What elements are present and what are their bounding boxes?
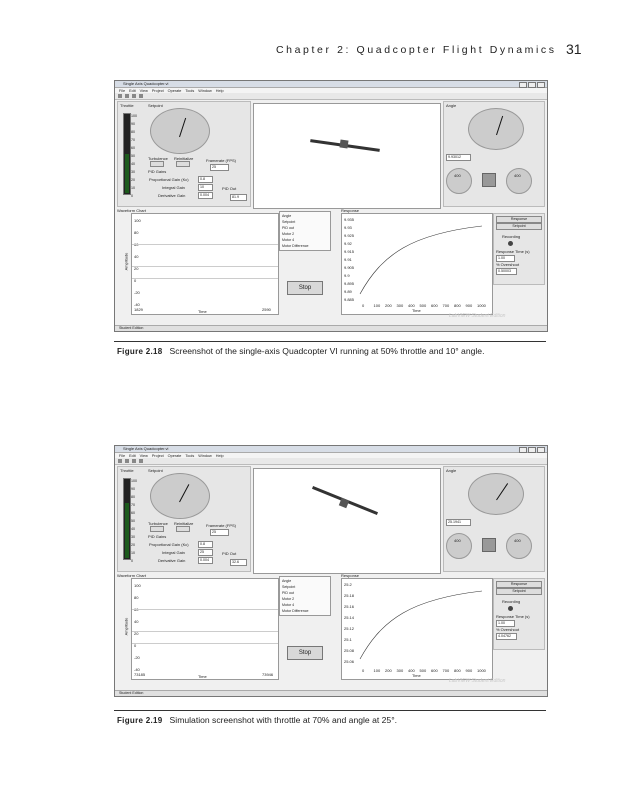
- response-ytick: 9.935: [344, 217, 355, 222]
- setpoint-button[interactable]: Setpoint: [496, 588, 542, 595]
- gridline: [132, 609, 278, 610]
- waveform-ytick: 80: [134, 230, 139, 235]
- response-xtick: 700: [442, 303, 450, 308]
- toolbar: [115, 458, 547, 465]
- waveform-ytick: -20: [134, 290, 140, 295]
- waveform-ytick: 100: [134, 218, 141, 223]
- framerate-label: Framerate (FPS): [206, 158, 237, 163]
- plot-legend: [279, 576, 331, 616]
- angle-readout: 25.1941: [446, 519, 471, 526]
- gauge-needle: [496, 483, 508, 500]
- response-xtick: 400: [408, 668, 415, 673]
- response-ytick: 9.925: [344, 233, 355, 238]
- motor-left-value: 400: [454, 538, 461, 543]
- angle-label: Angle: [446, 103, 457, 108]
- throttle-label: Throttle: [120, 103, 134, 108]
- caption-text: Simulation screenshot with throttle at 70% and angle at 25°.: [169, 715, 398, 725]
- gridline: [132, 266, 278, 267]
- waveform-chart: [131, 578, 279, 680]
- menu-item[interactable]: Help: [215, 89, 224, 93]
- waveform-ytick: -40: [134, 667, 140, 672]
- menu-item[interactable]: Edit: [129, 454, 136, 458]
- legend-item[interactable]: Motor 2: [282, 597, 295, 601]
- throttle-tick: 90: [131, 122, 135, 126]
- run-continuous-icon[interactable]: [125, 459, 129, 463]
- throttle-tick: 50: [131, 519, 135, 523]
- throttle-tick: 60: [131, 146, 135, 150]
- response-button[interactable]: Response: [496, 216, 542, 223]
- overshoot-field: 4.04762: [496, 633, 517, 640]
- response-ytick: 25.2: [344, 582, 352, 587]
- response-xtick: 900: [465, 303, 473, 308]
- turbulence-toggle[interactable]: [150, 526, 164, 532]
- response-xtick: 400: [408, 303, 415, 308]
- waveform-ylabel: Amplitude: [123, 252, 129, 271]
- throttle-tick: 40: [131, 162, 135, 166]
- framerate-label: Framerate (FPS): [206, 523, 237, 528]
- response-xlabel: Time: [412, 673, 421, 678]
- response-ytick: 9.92: [344, 241, 352, 246]
- setpoint-dial[interactable]: [150, 108, 210, 154]
- attitude-indicator: [482, 173, 496, 187]
- watermark: LabVIEW Student Edition: [449, 313, 506, 319]
- overshoot-label: % Overshoot: [496, 627, 520, 632]
- reinitialize-toggle[interactable]: [176, 526, 190, 532]
- waveform-xlabel: Time: [198, 674, 207, 679]
- throttle-label: Throttle: [120, 468, 134, 473]
- response-ytick: 25.14: [344, 615, 355, 620]
- response-time-field: 1.00: [496, 620, 515, 627]
- response-time-field: 1.00: [496, 255, 515, 262]
- throttle-scale: [131, 477, 137, 565]
- quadcopter-3d-view[interactable]: [253, 103, 441, 209]
- dial-needle: [179, 118, 186, 137]
- pause-icon[interactable]: [139, 459, 143, 463]
- toolbar: [115, 93, 547, 100]
- response-chart: [341, 578, 493, 680]
- response-line: [360, 591, 482, 659]
- quadcopter-body: [339, 498, 349, 508]
- setpoint-dial[interactable]: [150, 473, 210, 519]
- response-ytick: 9.89: [344, 289, 352, 294]
- motor-right-value: 400: [514, 538, 521, 543]
- throttle-slider[interactable]: [123, 113, 131, 195]
- run-icon[interactable]: [118, 459, 122, 463]
- waveform-xlabel: Time: [198, 309, 207, 314]
- legend-item[interactable]: Motor 4: [282, 238, 295, 242]
- response-ytick: 9.9: [344, 273, 350, 278]
- waveform-ytick: 60: [134, 242, 139, 247]
- pid-out-label: PID Out: [222, 551, 237, 556]
- chapter-title: Chapter 2: Quadcopter Flight Dynamics: [276, 44, 557, 56]
- response-xtick: 200: [385, 303, 392, 308]
- motor-left-gauge: [446, 533, 472, 559]
- menu-item[interactable]: Tools: [185, 454, 195, 458]
- throttle-tick: 40: [131, 527, 135, 531]
- menu-item[interactable]: View: [139, 89, 148, 93]
- response-xlabel: Time: [412, 308, 421, 313]
- waveform-ytick: -40: [134, 302, 140, 307]
- derivative-field[interactable]: 0.004: [198, 557, 213, 564]
- menu-item[interactable]: Window: [198, 89, 212, 93]
- response-xtick: 800: [454, 668, 461, 673]
- pid-out-field: 81.9: [230, 194, 247, 201]
- response-ytick: 9.93: [344, 225, 352, 230]
- reinitialize-label: Reinitialize: [174, 156, 194, 161]
- response-xtick: 500: [419, 668, 427, 673]
- legend-item[interactable]: Motor Difference: [282, 609, 309, 613]
- figure-caption: [117, 346, 484, 356]
- turbulence-label: Turbulence: [148, 156, 168, 161]
- watermark: LabVIEW Student Edition: [449, 678, 506, 684]
- integral-label: Integral Gain: [162, 185, 185, 190]
- motor-right-value: 400: [514, 173, 521, 178]
- window-titlebar: [115, 446, 547, 453]
- waveform-label: Waveform Chart: [117, 573, 146, 578]
- framerate-field[interactable]: 25: [210, 529, 229, 536]
- response-time-label: Response Time (s): [496, 614, 530, 619]
- turbulence-toggle[interactable]: [150, 161, 164, 167]
- quadcopter-3d-view[interactable]: [253, 468, 441, 574]
- reinitialize-label: Reinitialize: [174, 521, 194, 526]
- waveform-xmax: 2590: [262, 307, 271, 312]
- legend-item[interactable]: Setpoint: [282, 585, 296, 589]
- run-icon[interactable]: [118, 94, 122, 98]
- response-ytick: 9.91: [344, 257, 352, 262]
- setpoint-label: Setpoint: [148, 103, 163, 108]
- waveform-ytick: 20: [134, 631, 139, 636]
- status-text: Student Edition: [119, 326, 144, 330]
- response-ytick: 9.885: [344, 297, 355, 302]
- response-xtick: 0: [362, 303, 365, 308]
- angle-panel: [443, 466, 545, 572]
- throttle-scale: [131, 112, 137, 200]
- recording-label: Recording: [502, 234, 521, 239]
- response-ytick: 25.08: [344, 648, 355, 653]
- menu-item[interactable]: Edit: [129, 89, 136, 93]
- framerate-field[interactable]: 25: [210, 164, 229, 171]
- waveform-ytick: 40: [134, 619, 139, 624]
- response-ytick: 25.06: [344, 659, 355, 664]
- response-xtick: 1000: [477, 303, 486, 308]
- proportional-field[interactable]: 0.8: [198, 176, 213, 183]
- motor-right-gauge: [506, 533, 532, 559]
- status-bar: [115, 325, 547, 331]
- waveform-ytick: 0: [134, 278, 137, 283]
- angle-readout: 9.93012: [446, 154, 471, 161]
- response-xtick: 500: [419, 303, 427, 308]
- throttle-tick: 20: [131, 543, 135, 547]
- response-line: [360, 226, 482, 294]
- response-label: Response: [341, 573, 360, 578]
- gridline: [132, 643, 278, 644]
- window-title: Single Axis Quadcopter.vi: [123, 446, 169, 451]
- legend-item[interactable]: Motor 4: [282, 603, 295, 607]
- response-ytick: 9.895: [344, 281, 355, 286]
- menu-item[interactable]: Project: [151, 89, 164, 93]
- waveform-ytick: -20: [134, 655, 140, 660]
- throttle-fill: [125, 503, 129, 558]
- controls-panel: [117, 101, 251, 207]
- attitude-indicator: [482, 538, 496, 552]
- stop-button[interactable]: Stop: [287, 281, 323, 295]
- motor-left-gauge: [446, 168, 472, 194]
- waveform-ytick: 0: [134, 643, 137, 648]
- response-ytick: 9.915: [344, 249, 355, 254]
- derivative-label: Derivative Gain: [158, 193, 186, 198]
- throttle-tick: 0: [131, 559, 133, 563]
- pid-gains-label: PID Gains: [148, 534, 167, 539]
- gridline: [132, 631, 278, 632]
- waveform-chart: [131, 213, 279, 315]
- menu-item[interactable]: View: [139, 454, 148, 458]
- angle-gauge: [468, 473, 524, 515]
- throttle-tick: 90: [131, 487, 135, 491]
- gauge-needle: [496, 116, 503, 135]
- throttle-tick: 10: [131, 186, 135, 190]
- caption-rule: [114, 710, 546, 711]
- dial-needle: [179, 484, 189, 502]
- window-titlebar: [115, 81, 547, 88]
- response-xtick: 600: [431, 668, 438, 673]
- throttle-tick: 20: [131, 178, 135, 182]
- legend-item[interactable]: PID out: [282, 226, 294, 230]
- response-xtick: 900: [465, 668, 473, 673]
- response-ytick: 25.16: [344, 604, 355, 609]
- menu-item[interactable]: Window: [198, 454, 212, 458]
- labview-screenshot: [114, 445, 548, 697]
- labview-screenshot: [114, 80, 548, 332]
- overshoot-label: % Overshoot: [496, 262, 520, 267]
- overshoot-field: 0.50003: [496, 268, 517, 275]
- throttle-tick: 100: [131, 479, 137, 483]
- waveform-ytick: 40: [134, 254, 139, 259]
- legend-item[interactable]: Angle: [282, 214, 292, 218]
- waveform-ytick: 100: [134, 583, 141, 588]
- angle-label: Angle: [446, 468, 457, 473]
- response-xtick: 100: [373, 668, 381, 673]
- waveform-label: Waveform Chart: [117, 208, 146, 213]
- throttle-tick: 30: [131, 170, 135, 174]
- recording-led-icon: [508, 241, 513, 246]
- response-ytick: 25.18: [344, 593, 355, 598]
- recording-led-icon: [508, 606, 513, 611]
- window-title: Single Axis Quadcopter.vi: [123, 81, 169, 86]
- quadcopter-body: [339, 139, 348, 148]
- motor-right-gauge: [506, 168, 532, 194]
- run-continuous-icon[interactable]: [125, 94, 129, 98]
- response-xtick: 100: [373, 303, 381, 308]
- response-xtick: 800: [454, 303, 461, 308]
- abort-icon[interactable]: [132, 94, 136, 98]
- plot-legend: [279, 211, 331, 251]
- response-xtick: 300: [396, 668, 404, 673]
- throttle-tick: 50: [131, 154, 135, 158]
- response-xtick: 700: [442, 668, 450, 673]
- proportional-field[interactable]: 0.8: [198, 541, 213, 548]
- integral-field[interactable]: 25: [198, 549, 213, 556]
- legend-item[interactable]: Motor 2: [282, 232, 295, 236]
- proportional-label: Proportional Gain (Kc): [149, 177, 189, 182]
- stop-button[interactable]: Stop: [287, 646, 323, 660]
- menu-item[interactable]: Tools: [185, 89, 195, 93]
- figure-caption: [117, 715, 397, 725]
- page-number: 31: [566, 41, 582, 57]
- response-button[interactable]: Response: [496, 581, 542, 588]
- throttle-tick: 80: [131, 495, 135, 499]
- throttle-tick: 100: [131, 114, 137, 118]
- pid-out-label: PID Out: [222, 186, 237, 191]
- throttle-tick: 30: [131, 535, 135, 539]
- integral-field[interactable]: 10: [198, 184, 213, 191]
- response-xtick: 300: [396, 303, 404, 308]
- menu-item[interactable]: Operate: [167, 454, 182, 458]
- legend-item[interactable]: Motor Difference: [282, 244, 309, 248]
- pid-gains-label: PID Gains: [148, 169, 167, 174]
- throttle-tick: 60: [131, 511, 135, 515]
- waveform-xmin: 1829: [134, 307, 143, 312]
- response-ytick: 25.12: [344, 626, 355, 631]
- motor-left-value: 400: [454, 173, 461, 178]
- throttle-slider[interactable]: [123, 478, 131, 560]
- integral-label: Integral Gain: [162, 550, 185, 555]
- abort-icon[interactable]: [132, 459, 136, 463]
- gridline: [132, 244, 278, 245]
- figure-label: Figure 2.18: [117, 347, 163, 356]
- menu-item[interactable]: File: [119, 89, 126, 93]
- response-ytick: 25.1: [344, 637, 352, 642]
- recording-label: Recording: [502, 599, 521, 604]
- turbulence-label: Turbulence: [148, 521, 168, 526]
- waveform-ytick: 80: [134, 595, 139, 600]
- response-xtick: 1000: [477, 668, 486, 673]
- legend-item[interactable]: Setpoint: [282, 220, 296, 224]
- waveform-ytick: 20: [134, 266, 139, 271]
- waveform-xmin: 73185: [134, 672, 146, 677]
- derivative-label: Derivative Gain: [158, 558, 186, 563]
- legend-item[interactable]: Angle: [282, 579, 292, 583]
- pause-icon[interactable]: [139, 94, 143, 98]
- response-curve: [342, 579, 492, 679]
- waveform-ytick: 60: [134, 607, 139, 612]
- response-xtick: 0: [362, 668, 365, 673]
- legend-item[interactable]: PID out: [282, 591, 294, 595]
- response-xtick: 200: [385, 668, 392, 673]
- gridline: [132, 278, 278, 279]
- angle-panel: [443, 101, 545, 207]
- throttle-tick: 80: [131, 130, 135, 134]
- response-curve: [342, 214, 492, 314]
- status-bar: [115, 690, 547, 696]
- reinitialize-toggle[interactable]: [176, 161, 190, 167]
- throttle-tick: 0: [131, 194, 133, 198]
- menu-item[interactable]: Help: [215, 454, 224, 458]
- waveform-xmax: 73946: [262, 672, 274, 677]
- menu-item[interactable]: File: [119, 454, 126, 458]
- response-time-label: Response Time (s): [496, 249, 530, 254]
- status-text: Student Edition: [119, 691, 144, 695]
- response-chart: [341, 213, 493, 315]
- figure-label: Figure 2.19: [117, 716, 163, 725]
- response-controls: [493, 213, 545, 285]
- menu-item[interactable]: Operate: [167, 89, 182, 93]
- setpoint-label: Setpoint: [148, 468, 163, 473]
- waveform-ylabel: Amplitude: [123, 617, 129, 636]
- response-label: Response: [341, 208, 360, 213]
- setpoint-button[interactable]: Setpoint: [496, 223, 542, 230]
- response-controls: [493, 578, 545, 650]
- throttle-fill: [125, 154, 129, 193]
- response-ytick: 9.905: [344, 265, 355, 270]
- derivative-field[interactable]: 0.004: [198, 192, 213, 199]
- menu-item[interactable]: Project: [151, 454, 164, 458]
- caption-text: Screenshot of the single-axis Quadcopter VI running at 50% throttle and 10° angle.: [169, 346, 485, 356]
- proportional-label: Proportional Gain (Kc): [149, 542, 189, 547]
- controls-panel: [117, 466, 251, 572]
- angle-gauge: [468, 108, 524, 150]
- throttle-tick: 70: [131, 503, 135, 507]
- response-xtick: 600: [431, 303, 438, 308]
- pid-out-field: 32.6: [230, 559, 247, 566]
- caption-rule: [114, 341, 546, 342]
- throttle-tick: 10: [131, 551, 135, 555]
- throttle-tick: 70: [131, 138, 135, 142]
